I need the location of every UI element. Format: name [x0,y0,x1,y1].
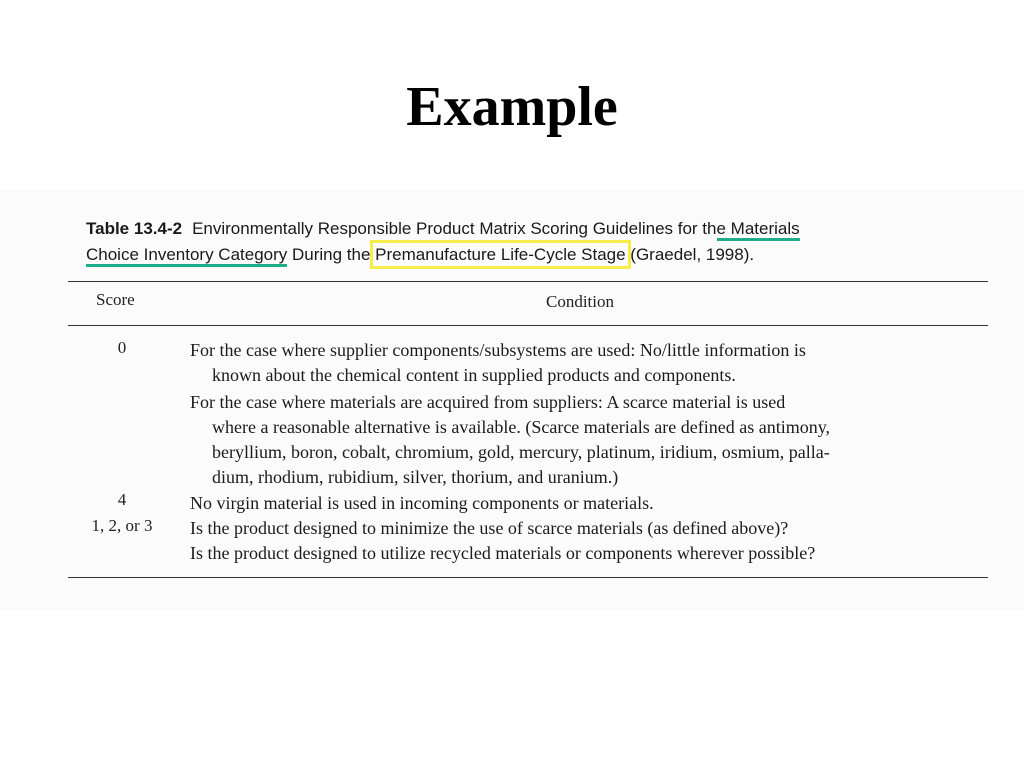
condition-line: where a reasonable alternative is available. (Scarce materials are defined as antimony, [212,417,831,437]
row-condition [190,491,980,516]
row-condition [190,390,980,490]
header-condition: Condition [546,292,615,311]
caption-highlight-materials: e Materials [717,219,800,241]
table-caption [86,216,966,268]
caption-text-1: Environmentally Responsible Product Matrix Scoring Guidelines for th [192,219,717,238]
condition-line: No virgin material is used in incoming components or materials. [190,493,654,513]
row-score: 0 [117,338,127,357]
condition-line: Is the product designed to minimize the use of scarce materials (as defined above)? [190,518,789,538]
row-condition [190,516,980,566]
table-bottom-rule [68,577,988,578]
caption-highlight-stage: Premanufacture Life-Cycle Stage [375,245,626,264]
row-score: 1, 2, or 3 [91,516,153,535]
condition-line: dium, rhodium, rubidium, silver, thorium, and uranium.) [212,467,619,487]
caption-highlight-inventory: Choice Inventory Category [86,245,287,267]
caption-text-2: During the [287,245,376,264]
table-header-rule [68,325,988,326]
condition-line: beryllium, boron, cobalt, chromium, gold, mercury, platinum, iridium, osmium, palla- [212,442,830,462]
condition-line: For the case where materials are acquired from suppliers: A scarce material is used [190,392,786,412]
table-number: Table 13.4-2 [86,219,183,238]
condition-line: known about the chemical content in supplied products and components. [212,365,736,385]
condition-line: Is the product designed to utilize recycled materials or components wherever possible? [190,543,816,563]
header-score: Score [96,290,135,309]
caption-text-3: (Graedel, 1998). [625,245,755,264]
condition-line: For the case where supplier components/subsystems are used: No/little information is [190,340,806,360]
row-condition [190,338,980,388]
slide-title: Example [406,76,618,138]
table-top-rule [68,281,988,282]
row-score: 4 [117,490,127,509]
